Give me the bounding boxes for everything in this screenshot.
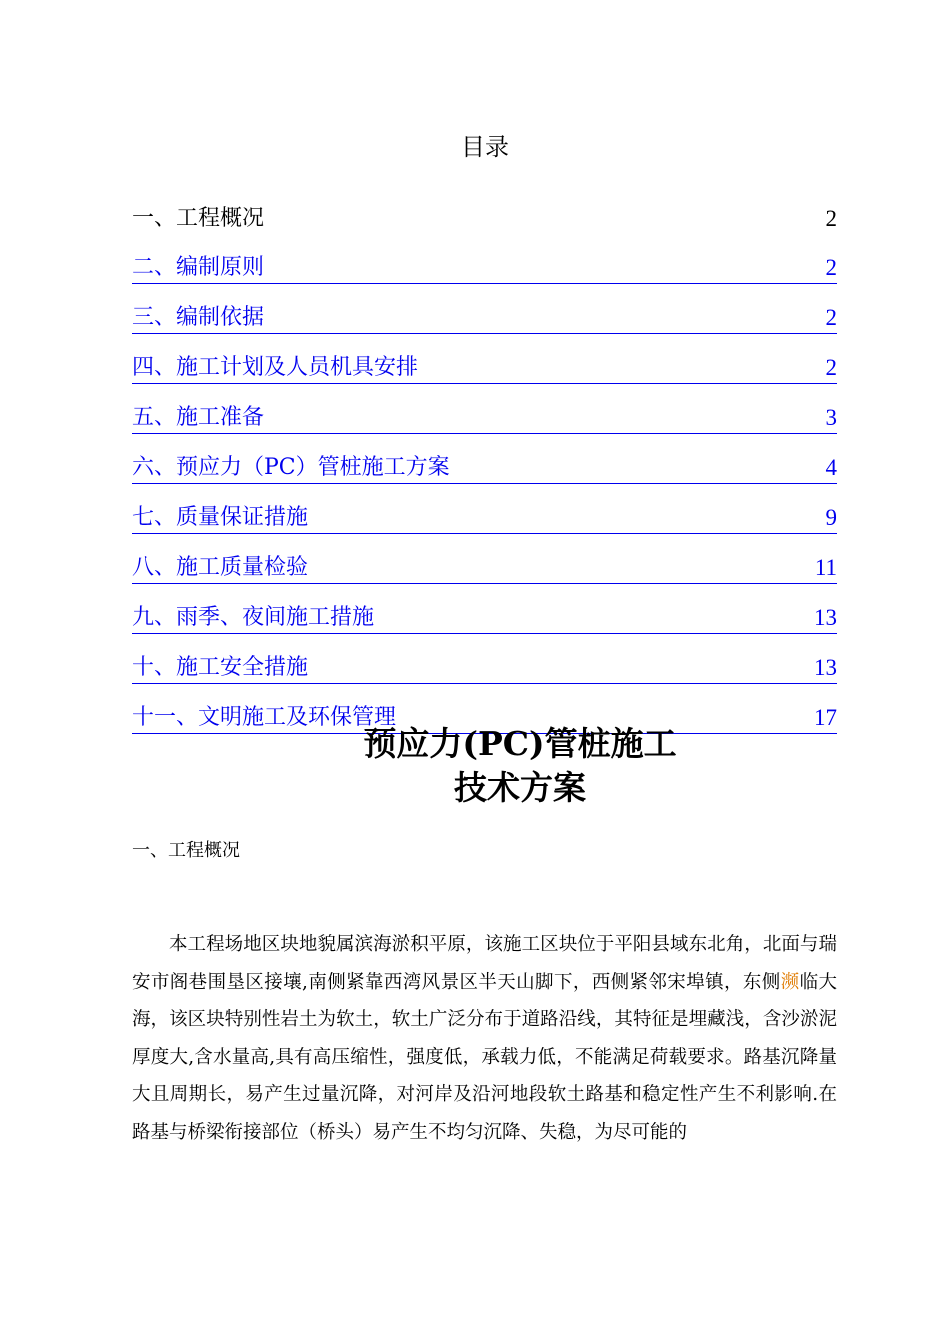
toc-entry-page: 11 bbox=[814, 555, 837, 580]
paragraph-text-start: 本工程场地区块地貌属滨海淤积平原，该施工区块位于平阳县域东北角，北面与瑞安市阁巷围垦区接壤,南侧紧靠西湾风景区半天山脚下，西侧紧邻宋埠镇，东侧 bbox=[132, 934, 837, 993]
toc-entry-page: 17 bbox=[814, 705, 837, 730]
toc-entry-label: 一、工程概况 bbox=[132, 206, 265, 231]
document-title-line-1: 预应力(PC)管桩施工 bbox=[363, 724, 677, 763]
toc-entry-4[interactable] bbox=[132, 334, 837, 384]
paragraph-text-rest: 临大海，该区块特别性岩土为软土，软土广泛分布于道路沿线，其特征是埋藏浅，含沙淤泥厚度大,含水量高,具有高压缩性，强度低，承载力低，不能满足荷载要求。路基沉降量大且周期长，易产生过量沉降，对河岸及沿河地段软土路基和稳定性产生不利影响.在路基与桥梁衔接部位（桥头）易产生不均匀沉降、失稳，为尽可能的 bbox=[132, 971, 837, 1143]
toc-entry-page: 3 bbox=[825, 405, 837, 430]
toc-entry-page: 2 bbox=[825, 355, 837, 380]
toc-entry-10[interactable] bbox=[132, 634, 837, 684]
toc-entry-page: 2 bbox=[825, 305, 837, 330]
toc-entry-page: 4 bbox=[825, 455, 837, 480]
toc-heading: 目录 bbox=[461, 133, 509, 161]
toc-entry-page: 2 bbox=[825, 206, 837, 231]
toc-entry-3[interactable] bbox=[132, 284, 837, 334]
toc-entry-page: 13 bbox=[814, 655, 837, 680]
toc-entry-page: 2 bbox=[825, 255, 837, 280]
body-paragraph bbox=[132, 926, 837, 1151]
table-of-contents bbox=[132, 184, 837, 734]
toc-entry-8[interactable] bbox=[132, 534, 837, 584]
toc-entry-1[interactable] bbox=[132, 184, 837, 234]
toc-entry-9[interactable] bbox=[132, 584, 837, 634]
toc-entry-5[interactable] bbox=[132, 384, 837, 434]
document-title-line-2: 技术方案 bbox=[454, 768, 586, 807]
toc-entry-label: 十一、文明施工及环保管理 bbox=[132, 705, 397, 730]
toc-entry-label: 十、施工安全措施 bbox=[132, 655, 309, 680]
toc-entry-7[interactable] bbox=[132, 484, 837, 534]
toc-entry-label: 三、编制依据 bbox=[132, 305, 265, 330]
toc-entry-label: 二、编制原则 bbox=[132, 255, 265, 280]
document-title bbox=[0, 722, 950, 810]
toc-entry-label: 五、施工准备 bbox=[132, 405, 265, 430]
toc-entry-label: 四、施工计划及人员机具安排 bbox=[132, 355, 419, 380]
toc-entry-page: 13 bbox=[814, 605, 837, 630]
toc-entry-label: 六、预应力（PC）管桩施工方案 bbox=[132, 455, 450, 480]
toc-entry-2[interactable] bbox=[132, 234, 837, 284]
toc-entry-label: 八、施工质量检验 bbox=[132, 555, 309, 580]
highlighted-char: 濒 bbox=[780, 971, 800, 993]
toc-entry-page: 9 bbox=[825, 505, 837, 530]
toc-entry-6[interactable] bbox=[132, 434, 837, 484]
section-heading: 一、工程概况 bbox=[132, 840, 240, 861]
toc-entry-label: 七、质量保证措施 bbox=[132, 505, 309, 530]
toc-entry-label: 九、雨季、夜间施工措施 bbox=[132, 605, 375, 630]
